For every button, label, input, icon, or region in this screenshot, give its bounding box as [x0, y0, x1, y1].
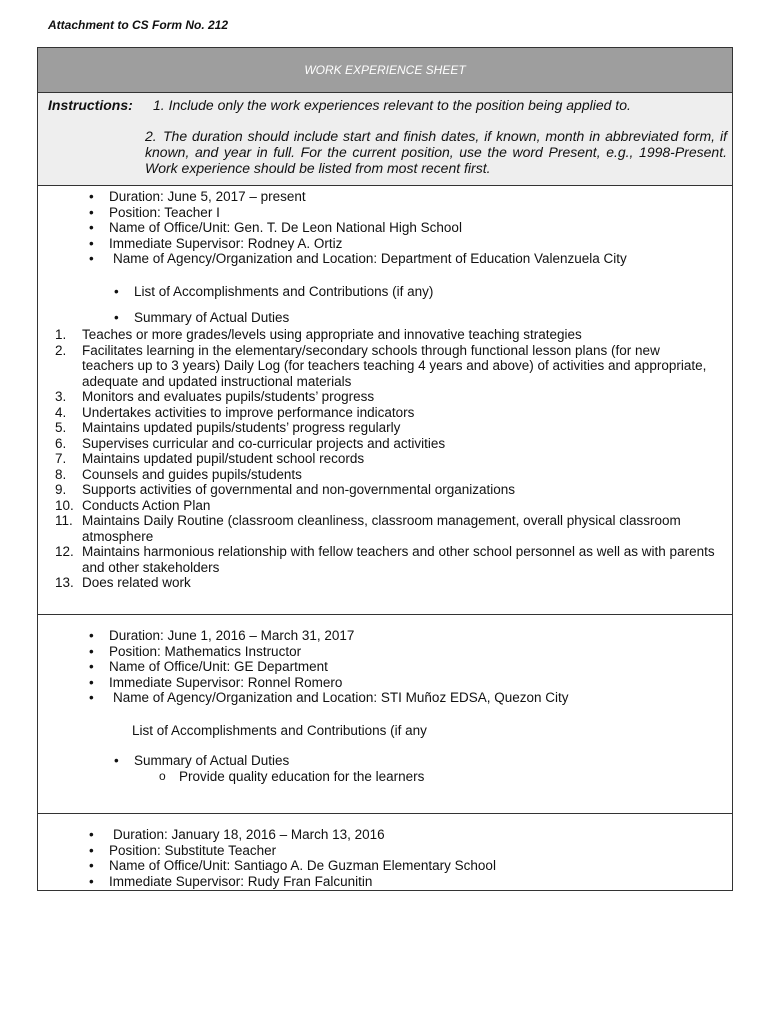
- duty-text: Monitors and evaluates pupils/students’ progress: [82, 389, 375, 404]
- duty-text: Maintains updated pupil/student school records: [82, 451, 365, 466]
- duty-text: Facilitates learning in the elementary/secondary schools through functional lesson plans (for new teachers up to 3 years) Daily Log (for teachers teaching 4 years and above) of activities and appropriate, adequate and updated instructional materials: [82, 342, 707, 389]
- duty-item: [55, 327, 715, 343]
- duty-item: [55, 389, 715, 405]
- position: • Position: Substitute Teacher: [89, 843, 496, 859]
- duty-number: 9.: [55, 482, 67, 497]
- duty-item: [55, 498, 715, 514]
- instructions-block: [38, 93, 732, 186]
- duties-list: [55, 327, 715, 591]
- duration: • Duration: January 18, 2016 – March 13, 2016: [89, 827, 496, 843]
- duty-number: 6.: [55, 435, 67, 451]
- entry-details: [89, 628, 569, 706]
- duty-number: 2.: [55, 342, 67, 358]
- sheet-title: WORK EXPERIENCE SHEET: [38, 48, 732, 93]
- duty-item: [55, 343, 715, 390]
- duty-text: Maintains Daily Routine (classroom cleanliness, classroom management, overall physical classroom atmosphere: [82, 513, 681, 544]
- duty-text: Maintains harmonious relationship with fellow teachers and other school personnel as well as with parents and other stakeholders: [82, 544, 715, 575]
- experience-entry-1: [38, 186, 732, 615]
- immediate-supervisor: • Immediate Supervisor: Rodney A. Ortiz: [89, 236, 627, 252]
- attachment-label: Attachment to CS Form No. 212: [48, 18, 229, 32]
- instruction-1: [153, 97, 631, 113]
- entry-details: [89, 189, 627, 267]
- duties-summary-heading: • Summary of Actual Duties: [114, 753, 289, 769]
- duty-number: 3.: [55, 389, 67, 404]
- duty-number: 5.: [55, 420, 67, 435]
- accomplishments-heading: List of Accomplishments and Contributions (if any: [132, 723, 427, 738]
- duty-text: Conducts Action Plan: [82, 497, 211, 513]
- office-unit: • Name of Office/Unit: GE Department: [89, 659, 569, 675]
- immediate-supervisor: • Immediate Supervisor: Rudy Fran Falcunitin: [89, 874, 496, 890]
- duty-number: 7.: [55, 451, 67, 466]
- duty-item: o Provide quality education for the learners: [159, 769, 424, 785]
- instruction-number: 2.: [145, 128, 157, 144]
- duty-item: [55, 544, 715, 575]
- duty-item: [55, 420, 715, 436]
- office-unit: • Name of Office/Unit: Gen. T. De Leon National High School: [89, 220, 627, 236]
- duties-summary-heading: • Summary of Actual Duties: [114, 310, 289, 326]
- duty-number: 4.: [55, 404, 67, 420]
- office-unit: • Name of Office/Unit: Santiago A. De Guzman Elementary School: [89, 858, 496, 874]
- immediate-supervisor: • Immediate Supervisor: Ronnel Romero: [89, 675, 569, 691]
- duty-number: 10.: [55, 497, 74, 513]
- agency-location: • Name of Agency/Organization and Location: STI Muñoz EDSA, Quezon City: [89, 690, 569, 706]
- entry-details: [89, 827, 496, 889]
- instruction-number: 1.: [153, 97, 165, 113]
- duty-item: [55, 405, 715, 421]
- instructions-label: Instructions:: [48, 97, 133, 113]
- duty-text: Teaches or more grades/levels using appropriate and innovative teaching strategies: [82, 327, 582, 342]
- duty-item: [55, 451, 715, 467]
- instruction-text: The duration should include start and finish dates, if known, month in abbreviated form, if known, and year in full. For the current position, use the word Present, e.g., 1998-Present. Work experience should be listed from most recent first.: [145, 128, 727, 176]
- accomplishments-heading: • List of Accomplishments and Contributions (if any): [114, 284, 433, 300]
- duration: • Duration: June 5, 2017 – present: [89, 189, 627, 205]
- duty-number: 1.: [55, 327, 67, 342]
- work-experience-sheet: [37, 47, 733, 891]
- instruction-text: Include only the work experiences relevant to the position being applied to.: [168, 97, 631, 113]
- agency-location: • Name of Agency/Organization and Location: Department of Education Valenzuela City: [89, 251, 627, 267]
- duty-item: [55, 575, 715, 591]
- duty-number: 12.: [55, 544, 74, 559]
- experience-entry-3: [38, 814, 732, 890]
- duty-item: [55, 436, 715, 452]
- duty-text: Supervises curricular and co-curricular projects and activities: [82, 435, 446, 451]
- duration: • Duration: June 1, 2016 – March 31, 2017: [89, 628, 569, 644]
- duty-item: [55, 482, 715, 498]
- duty-text: Maintains updated pupils/students’ progress regularly: [82, 420, 401, 435]
- duty-number: 11.: [55, 513, 73, 528]
- duty-item: [55, 467, 715, 483]
- duty-text: Undertakes activities to improve performance indicators: [82, 404, 415, 420]
- duty-text: Does related work: [82, 575, 191, 590]
- experience-entry-2: [38, 615, 732, 814]
- position: • Position: Mathematics Instructor: [89, 644, 569, 660]
- duty-text: Counsels and guides pupils/students: [82, 466, 302, 482]
- duty-number: 8.: [55, 466, 67, 482]
- duty-item: [55, 513, 715, 544]
- instruction-2: [145, 128, 727, 176]
- position: • Position: Teacher I: [89, 205, 627, 221]
- duty-number: 13.: [55, 575, 74, 590]
- duty-text: Supports activities of governmental and non-governmental organizations: [82, 482, 516, 497]
